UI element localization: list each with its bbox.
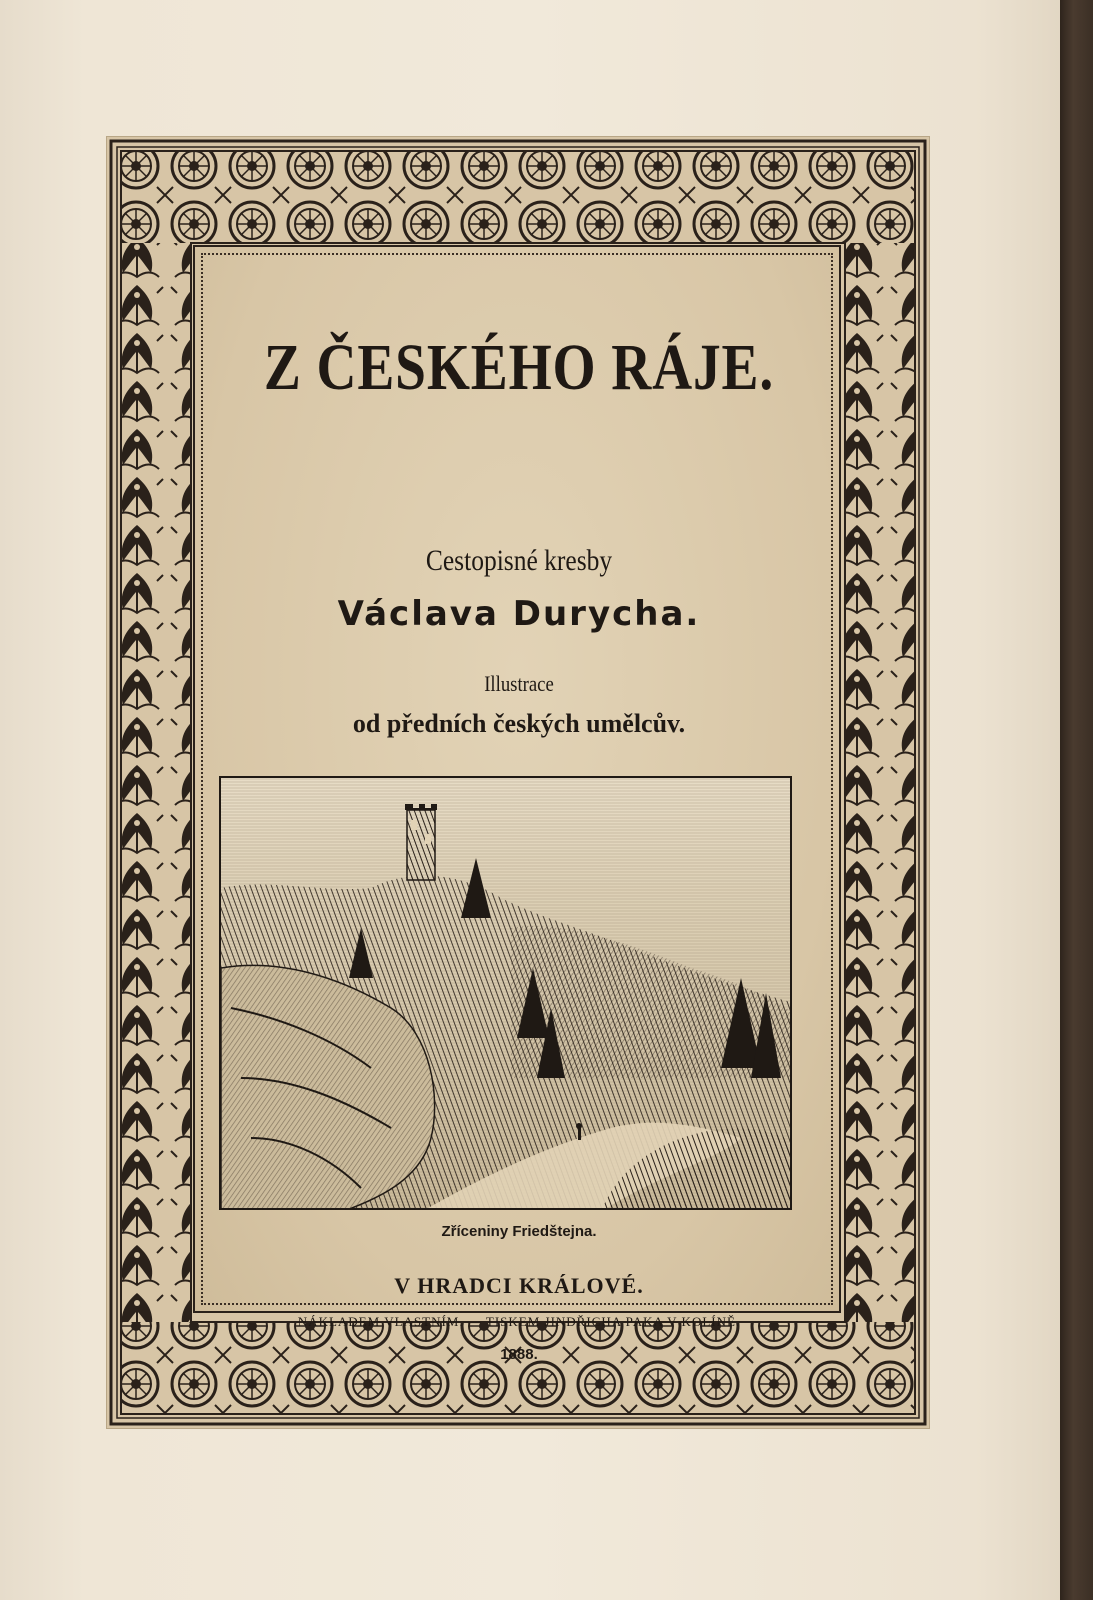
illustrations-label: Illustrace	[484, 671, 554, 696]
illustrations-by: od předních českých umělcův.	[352, 709, 686, 738]
author-name: Václava Durycha.	[337, 594, 701, 634]
book-subtitle: Cestopisné kresby	[425, 544, 613, 577]
illustration-caption: Zříceniny Friedštejna.	[441, 1223, 597, 1240]
title-page-field	[193, 245, 841, 1363]
publication-place: V HRADCI KRÁLOVÉ.	[394, 1273, 644, 1298]
printer-imprint: NÁKLADEM VLASTNÍM. — TISKEM JINDŘICHA PAKA V KOLÍNĚ.	[297, 1314, 741, 1329]
title-plate	[107, 137, 929, 1428]
background-edge	[1060, 0, 1093, 1600]
book-title: Z ČESKÉHO RÁJE.	[263, 331, 775, 404]
publication-year: 1888.	[500, 1346, 538, 1363]
castle-ruins-engraving	[219, 776, 792, 1210]
